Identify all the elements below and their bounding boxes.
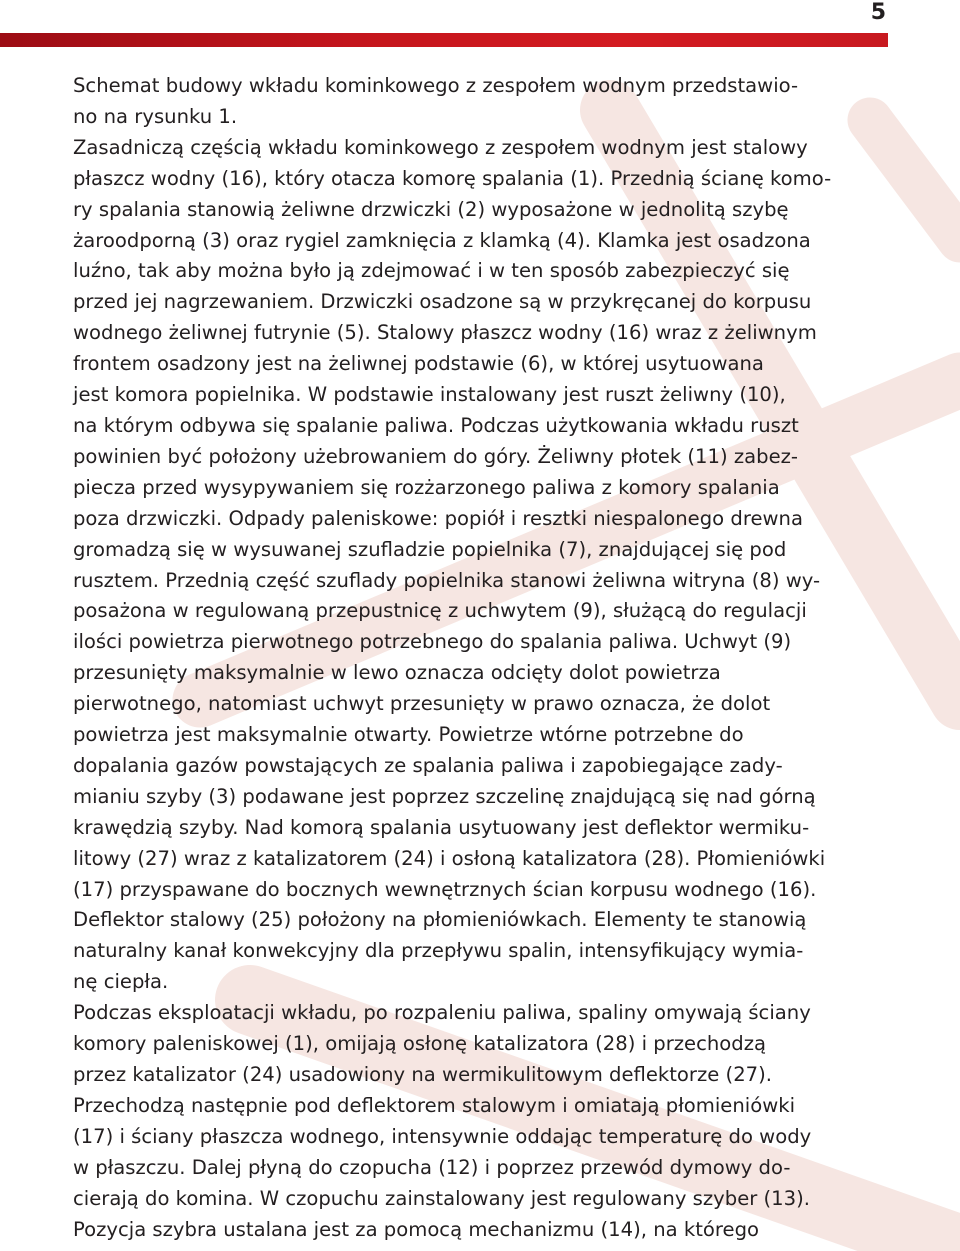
text-line: piecza przed wysypywaniem się rozżarzonego paliwa z komory spalania (73, 475, 780, 499)
text-line: powietrza jest maksymalnie otwarty. Powietrze wtórne potrzebne do (73, 723, 744, 747)
text-line: rusztem. Przednią część szuflady popielnika stanowi żeliwna witryna (8) wy- (73, 568, 821, 592)
text-line: posażona w regulowaną przepustnicę z uchwytem (9), służącą do regulacji (73, 599, 807, 623)
text-line: ilości powietrza pierwotnego potrzebnego do spalania paliwa. Uchwyt (9) (73, 630, 792, 654)
text-line: ry spalania stanowią żeliwne drzwiczki (2) wyposażone w jednolitą szybę (73, 197, 789, 221)
text-line: przesunięty maksymalnie w lewo oznacza odcięty dolot powietrza (73, 661, 721, 685)
body-text (73, 71, 893, 1245)
text-line: Podczas eksploatacji wkładu, po rozpaleniu paliwa, spaliny omywają ściany (73, 1001, 811, 1025)
text-line: dopalania gazów powstających ze spalania paliwa i zapobiegające zady- (73, 753, 783, 777)
text-line: w płaszczu. Dalej płyną do czopucha (12) i poprzez przewód dymowy do- (73, 1155, 791, 1179)
text-line: przed jej nagrzewaniem. Drzwiczki osadzone są w przykręcanej do korpusu (73, 290, 812, 314)
text-line: cierają do komina. W czopuchu zainstalowany jest regulowany szyber (13). (73, 1186, 810, 1210)
text-line: komory paleniskowej (1), omijają osłonę katalizatora (28) i przechodzą (73, 1032, 767, 1056)
text-line: frontem osadzony jest na żeliwnej podstawie (6), w której usytuowana (73, 352, 764, 376)
text-line: mianiu szyby (3) podawane jest poprzez szczelinę znajdującą się nad górną (73, 784, 816, 808)
text-line: płaszcz wodny (16), który otacza komorę spalania (1). Przednią ścianę komo- (73, 166, 832, 190)
paragraph (73, 71, 893, 133)
text-line: poza drzwiczki. Odpady paleniskowe: popiół i resztki niespalonego drewna (73, 506, 803, 530)
text-line: Schemat budowy wkładu kominkowego z zespołem wodnym przedstawio- (73, 74, 799, 97)
text-line: gromadzą się w wysuwanej szufladzie popielnika (7), znajdującej się pod (73, 537, 787, 561)
text-line: (17) przyspawane do bocznych wewnętrznych ścian korpusu wodnego (16). (73, 877, 817, 901)
text-line: przez katalizator (24) usadowiony na wermikulitowym deflektorze (27). (73, 1063, 772, 1086)
text-line: naturalny kanał konwekcyjny dla przepływu spalin, intensyfikujący wymia- (73, 939, 804, 963)
text-line: pierwotnego, natomiast uchwyt przesunięty w prawo oznacza, że dolot (73, 692, 771, 716)
text-line: Deflektor stalowy (25) położony na płomieniówkach. Elementy te stanowią (73, 908, 807, 932)
text-line: krawędzią szyby. Nad komorą spalania usytuowany jest deflektor wermiku- (73, 815, 810, 839)
paragraph (73, 998, 893, 1245)
text-line: powinien być położony użebrowaniem do góry. Żeliwny płotek (11) zabez- (73, 444, 798, 468)
text-line: jest komora popielnika. W podstawie instalowany jest ruszt żeliwny (10), (73, 383, 786, 407)
text-line: wodnego żeliwnej futrynie (5). Stalowy płaszcz wodny (16) wraz z żeliwnym (73, 321, 817, 345)
text-line: nę ciepła. (73, 970, 169, 994)
text-line: (17) i ściany płaszcza wodnego, intensywnie oddając temperaturę do wody (73, 1124, 812, 1148)
text-line: no na rysunku 1. (73, 104, 238, 128)
text-line: Pozycja szybra ustalana jest za pomocą mechanizmu (14), na którego (73, 1217, 759, 1241)
text-line: litowy (27) wraz z katalizatorem (24) i osłoną katalizatora (28). Płomieniówki (73, 846, 826, 870)
text-line: Zasadniczą częścią wkładu kominkowego z zespołem wodnym jest stalowy (73, 135, 808, 159)
paragraph (73, 133, 893, 998)
text-line: luźno, tak aby można było ją zdejmować i w ten sposób zabezpieczyć się (73, 259, 790, 283)
text-line: Przechodzą następnie pod deflektorem stalowym i omiatają płomieniówki (73, 1093, 796, 1117)
page-number: 5 (870, 0, 886, 25)
text-line: na którym odbywa się spalanie paliwa. Podczas użytkowania wkładu ruszt (73, 413, 799, 437)
text-line: żaroodporną (3) oraz rygiel zamknięcia z klamką (4). Klamka jest osadzona (73, 228, 811, 252)
header-bar (0, 33, 888, 47)
